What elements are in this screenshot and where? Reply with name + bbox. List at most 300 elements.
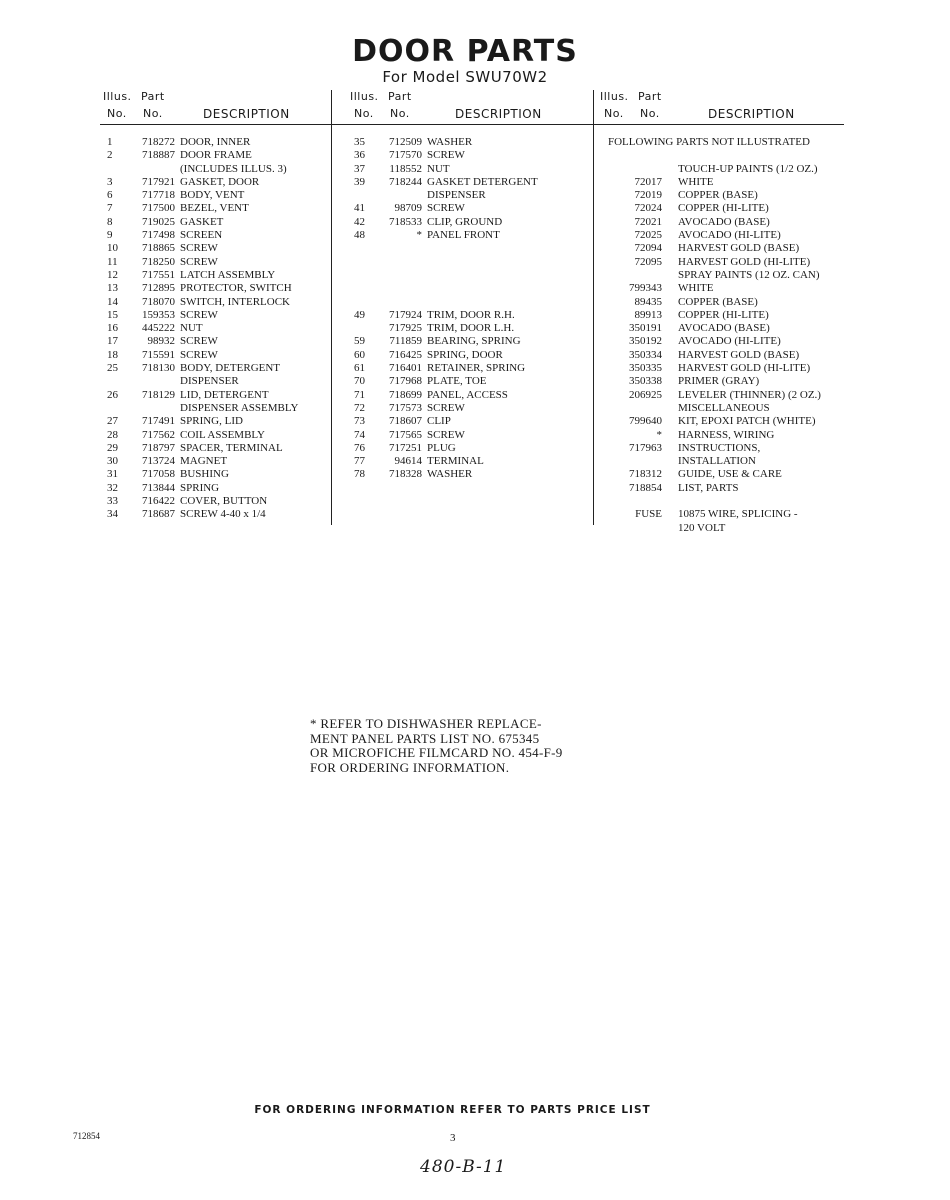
illus-number: 9: [107, 229, 113, 242]
illus-number: 30: [107, 455, 118, 468]
part-description: WHITE: [678, 175, 714, 188]
header-description-label: DESCRIPTION: [708, 107, 795, 121]
parts-list: [350, 136, 582, 482]
part-number: 717573: [389, 401, 422, 414]
parts-row: [350, 242, 582, 255]
part-number: 89913: [634, 308, 662, 321]
parts-row: [600, 455, 845, 468]
part-number: 717968: [389, 375, 422, 388]
column-header: [103, 90, 325, 124]
part-description: SPRING, DOOR: [427, 348, 503, 361]
part-description: LATCH ASSEMBLY: [180, 268, 276, 281]
parts-row: [103, 402, 325, 415]
part-number: 718250: [142, 255, 175, 268]
illus-number: 11: [107, 255, 118, 268]
part-description: PLATE, TOE: [427, 375, 487, 388]
parts-row: [103, 189, 325, 202]
part-number: 98932: [147, 335, 175, 348]
header-part-label: Part: [388, 90, 412, 103]
parts-row: [350, 429, 582, 442]
header-part-no-label: No.: [143, 107, 163, 120]
parts-row: [600, 468, 845, 481]
illus-number: 34: [107, 508, 118, 521]
illus-number: 26: [107, 388, 118, 401]
parts-row: [103, 309, 325, 322]
column-header: [350, 90, 582, 124]
parts-row: [350, 149, 582, 162]
parts-row: [350, 216, 582, 229]
illus-number: 16: [107, 322, 118, 335]
part-description: LID, DETERGENT: [180, 388, 269, 401]
illus-number: 31: [107, 468, 118, 481]
column-divider-1: [331, 90, 332, 525]
part-description: SCREW: [427, 149, 465, 162]
part-number: 718328: [389, 468, 422, 481]
handwritten-annotation: 480-B-11: [420, 1157, 507, 1177]
part-number: 118552: [389, 162, 422, 175]
part-number: 719025: [142, 215, 175, 228]
illus-number: 59: [354, 335, 365, 348]
part-number: 717565: [389, 428, 422, 441]
parts-row: [103, 482, 325, 495]
header-illus-no-label: No.: [604, 107, 624, 120]
part-description: TRIM, DOOR R.H.: [427, 308, 515, 321]
header-illus-label: Illus.: [600, 90, 629, 103]
parts-row: [103, 256, 325, 269]
parts-row: [103, 282, 325, 295]
part-description: SWITCH, INTERLOCK: [180, 295, 290, 308]
part-description: HARVEST GOLD (BASE): [678, 348, 800, 361]
part-description: LEVELER (THINNER) (2 OZ.): [678, 388, 821, 401]
part-description: COPPER (BASE): [678, 295, 758, 308]
part-description: (INCLUDES ILLUS. 3): [180, 162, 287, 175]
part-description: SCREW: [180, 242, 218, 255]
illus-number: 15: [107, 308, 118, 321]
part-description: INSTALLATION: [678, 455, 756, 468]
parts-row: [600, 362, 845, 375]
parts-row: [103, 455, 325, 468]
part-number: 718797: [142, 441, 175, 454]
parts-list: [103, 136, 325, 522]
illus-number: 36: [354, 149, 365, 162]
note-line: OR MICROFICHE FILMCARD NO. 454-F-9: [310, 745, 563, 760]
part-description: SPRING: [180, 481, 220, 494]
parts-row: [600, 163, 845, 176]
part-number: 350335: [629, 362, 662, 375]
part-number: 799640: [629, 415, 662, 428]
part-number: 72095: [634, 255, 662, 268]
illus-number: 37: [354, 162, 365, 175]
part-description: SCREW 4-40 x 1/4: [180, 508, 266, 521]
part-number: 717551: [142, 268, 175, 281]
parts-row: [600, 282, 845, 295]
header-part-no-label: No.: [390, 107, 410, 120]
part-description: HARNESS, WIRING: [678, 428, 775, 441]
parts-row: [600, 389, 845, 402]
parts-row: [103, 508, 325, 521]
part-number: 718887: [142, 149, 175, 162]
parts-row: [600, 256, 845, 269]
illus-number: 18: [107, 348, 118, 361]
part-description: SCREW: [427, 202, 465, 215]
part-description: BEARING, SPRING: [427, 335, 521, 348]
parts-row: [600, 482, 845, 495]
part-number: 716422: [142, 495, 175, 508]
part-description: TRIM, DOOR L.H.: [427, 322, 515, 335]
parts-row: [350, 415, 582, 428]
part-description: TERMINAL: [427, 455, 484, 468]
part-number: 713724: [142, 455, 175, 468]
illus-number: 42: [354, 215, 365, 228]
part-description: SCREW: [180, 348, 218, 361]
header-part-label: Part: [638, 90, 662, 103]
part-description: INSTRUCTIONS,: [678, 441, 761, 454]
part-description: GASKET DETERGENT: [427, 175, 538, 188]
part-number: 717718: [142, 189, 175, 202]
illus-number: 14: [107, 295, 118, 308]
model-subtitle: For Model SWU70W2: [382, 68, 548, 86]
part-description: FOLLOWING PARTS NOT ILLUSTRATED: [608, 136, 810, 148]
part-number: 713844: [142, 481, 175, 494]
parts-row: [103, 163, 325, 176]
part-number: 712895: [142, 282, 175, 295]
parts-row: [103, 242, 325, 255]
part-number: 350334: [629, 348, 662, 361]
part-number: 718129: [142, 388, 175, 401]
part-number: 718272: [142, 136, 175, 148]
note-line: * REFER TO DISHWASHER REPLACE-: [310, 716, 542, 731]
column-divider-2: [593, 90, 594, 525]
illus-number: 77: [354, 455, 365, 468]
part-description: HARVEST GOLD (HI-LITE): [678, 255, 811, 268]
page-title: DOOR PARTS: [352, 34, 578, 69]
illus-number: 27: [107, 415, 118, 428]
part-number: 717925: [389, 322, 422, 335]
parts-row: [103, 442, 325, 455]
part-number: 718699: [389, 388, 422, 401]
illus-number: 74: [354, 428, 365, 441]
parts-row: [600, 495, 845, 508]
part-number: 718607: [389, 415, 422, 428]
part-number: 72021: [634, 215, 662, 228]
illus-number: 73: [354, 415, 365, 428]
parts-row: [600, 136, 845, 149]
illus-number: 49: [354, 308, 365, 321]
parts-row: [600, 335, 845, 348]
part-description: AVOCADO (HI-LITE): [678, 229, 781, 242]
header-description-label: DESCRIPTION: [455, 107, 542, 121]
illus-number: 28: [107, 428, 118, 441]
parts-row: [350, 229, 582, 242]
part-number: 717491: [142, 415, 175, 428]
parts-row: [600, 309, 845, 322]
parts-row: [350, 362, 582, 375]
part-description: SCREW: [180, 335, 218, 348]
replacement-panel-note: [310, 717, 610, 775]
parts-row: [103, 349, 325, 362]
part-number: 715591: [142, 348, 175, 361]
illus-number: 71: [354, 388, 365, 401]
parts-column-3: [600, 90, 845, 535]
part-number: 72025: [634, 229, 662, 242]
part-description: SCREEN: [180, 229, 223, 242]
illus-number: 70: [354, 375, 365, 388]
part-number: 717500: [142, 202, 175, 215]
part-number: 718865: [142, 242, 175, 255]
illus-number: 1: [107, 136, 113, 148]
illus-number: 33: [107, 495, 118, 508]
parts-row: [350, 389, 582, 402]
part-description: COPPER (HI-LITE): [678, 202, 769, 215]
parts-row: [103, 495, 325, 508]
part-description: COPPER (HI-LITE): [678, 308, 769, 321]
part-description: SCREW: [180, 255, 218, 268]
parts-row: [103, 389, 325, 402]
part-description: WHITE: [678, 282, 714, 295]
part-number: 159353: [142, 308, 175, 321]
part-number: 717251: [389, 441, 422, 454]
parts-row: [103, 375, 325, 388]
parts-row: [600, 242, 845, 255]
parts-row: [600, 429, 845, 442]
part-number: 718244: [389, 175, 422, 188]
illus-number: 8: [107, 215, 113, 228]
header-description-label: DESCRIPTION: [203, 107, 290, 121]
parts-row: [600, 296, 845, 309]
part-number: *: [656, 428, 662, 441]
part-description: MAGNET: [180, 455, 228, 468]
parts-row: [350, 296, 582, 309]
part-description: BODY, DETERGENT: [180, 362, 281, 375]
illus-number: 60: [354, 348, 365, 361]
part-description: PANEL FRONT: [427, 229, 500, 242]
part-number: 350192: [629, 335, 662, 348]
parts-row: [600, 189, 845, 202]
part-number: 716425: [389, 348, 422, 361]
parts-row: [103, 322, 325, 335]
parts-row: [350, 176, 582, 189]
header-part-label: Part: [141, 90, 165, 103]
part-description: SCREW: [427, 428, 465, 441]
part-description: AVOCADO (HI-LITE): [678, 335, 781, 348]
part-description: DISPENSER ASSEMBLY: [180, 401, 299, 414]
part-number: *: [416, 229, 422, 242]
note-line: MENT PANEL PARTS LIST NO. 675345: [310, 730, 540, 746]
parts-row: [600, 202, 845, 215]
illus-number: 61: [354, 362, 365, 375]
parts-row: [103, 296, 325, 309]
part-description: DISPENSER: [180, 375, 239, 388]
parts-row: [103, 335, 325, 348]
column-header: [600, 90, 845, 124]
illus-number: 35: [354, 136, 365, 148]
part-description: HARVEST GOLD (BASE): [678, 242, 800, 255]
part-description: RETAINER, SPRING: [427, 362, 526, 375]
part-description: NUT: [180, 322, 203, 335]
parts-row: [350, 282, 582, 295]
part-description: GASKET, DOOR: [180, 175, 260, 188]
part-number: 72094: [634, 242, 662, 255]
part-number: 718070: [142, 295, 175, 308]
part-description: CLIP: [427, 415, 451, 428]
part-number: 799343: [629, 282, 662, 295]
part-number: FUSE: [635, 508, 662, 521]
parts-row: [103, 468, 325, 481]
parts-row: [600, 349, 845, 362]
part-number: 350191: [629, 322, 662, 335]
part-description: SPRING, LID: [180, 415, 243, 428]
parts-row: [350, 309, 582, 322]
illus-number: 32: [107, 481, 118, 494]
parts-row: [600, 269, 845, 282]
document-code: 712854: [73, 1131, 100, 1141]
part-description: SPRAY PAINTS (12 OZ. CAN): [678, 268, 820, 281]
part-description: PLUG: [427, 441, 456, 454]
part-number: 712509: [389, 136, 422, 148]
parts-row: [103, 149, 325, 162]
part-description: BEZEL, VENT: [180, 202, 249, 215]
part-number: 717058: [142, 468, 175, 481]
illus-number: 48: [354, 229, 365, 242]
parts-row: [600, 229, 845, 242]
illus-number: 2: [107, 149, 113, 162]
parts-row: [600, 508, 845, 521]
header-illus-no-label: No.: [354, 107, 374, 120]
part-description: AVOCADO (BASE): [678, 322, 770, 335]
illus-number: 10: [107, 242, 118, 255]
parts-row: [350, 335, 582, 348]
parts-row: [600, 176, 845, 189]
parts-row: [600, 216, 845, 229]
illus-number: 39: [354, 175, 365, 188]
parts-row: [600, 442, 845, 455]
part-number: 350338: [629, 375, 662, 388]
part-description: PROTECTOR, SWITCH: [180, 282, 292, 295]
illus-number: 72: [354, 401, 365, 414]
parts-row: [350, 375, 582, 388]
part-description: GASKET: [180, 215, 224, 228]
part-description: DOOR, INNER: [180, 136, 251, 148]
parts-row: [350, 468, 582, 481]
part-number: 206925: [629, 388, 662, 401]
part-number: 717562: [142, 428, 175, 441]
part-number: 98709: [394, 202, 422, 215]
parts-row: [350, 442, 582, 455]
parts-column-2: [350, 90, 582, 482]
illus-number: 76: [354, 441, 365, 454]
illus-number: 78: [354, 468, 365, 481]
part-description: DOOR FRAME: [180, 149, 252, 162]
part-description: SCREW: [427, 401, 465, 414]
part-description: WASHER: [427, 136, 473, 148]
part-number: 72019: [634, 189, 662, 202]
part-description: AVOCADO (BASE): [678, 215, 770, 228]
part-description: HARVEST GOLD (HI-LITE): [678, 362, 811, 375]
part-number: 717924: [389, 308, 422, 321]
parts-row: [350, 322, 582, 335]
ordering-footer: FOR ORDERING INFORMATION REFER TO PARTS PRICE LIST: [254, 1104, 651, 1116]
parts-row: [103, 136, 325, 149]
part-number: 89435: [634, 295, 662, 308]
parts-row: [103, 216, 325, 229]
part-description: COVER, BUTTON: [180, 495, 268, 508]
parts-row: [350, 256, 582, 269]
parts-row: [600, 522, 845, 535]
header-part-no-label: No.: [640, 107, 660, 120]
part-number: 718130: [142, 362, 175, 375]
part-number: 718312: [629, 468, 662, 481]
part-description: TOUCH-UP PAINTS (1/2 OZ.): [678, 162, 818, 175]
part-description: DISPENSER: [427, 189, 486, 202]
parts-column-1: [103, 90, 325, 522]
illus-number: 13: [107, 282, 118, 295]
part-description: 120 VOLT: [678, 521, 726, 534]
part-number: 717963: [629, 441, 662, 454]
part-number: 717570: [389, 149, 422, 162]
part-description: BODY, VENT: [180, 189, 245, 202]
part-description: GUIDE, USE & CARE: [678, 468, 782, 481]
page-number: 3: [450, 1132, 456, 1144]
part-description: MISCELLANEOUS: [678, 401, 770, 414]
parts-row: [350, 402, 582, 415]
parts-row: [103, 415, 325, 428]
part-description: WASHER: [427, 468, 473, 481]
part-description: KIT, EPOXI PATCH (WHITE): [678, 415, 816, 428]
part-description: 10875 WIRE, SPLICING -: [678, 508, 798, 521]
part-description: LIST, PARTS: [678, 481, 739, 494]
part-number: 94614: [394, 455, 422, 468]
illus-number: 25: [107, 362, 118, 375]
parts-row: [103, 176, 325, 189]
note-line: FOR ORDERING INFORMATION.: [310, 759, 510, 775]
illus-number: 41: [354, 202, 365, 215]
parts-list: [600, 136, 845, 535]
parts-row: [103, 269, 325, 282]
part-description: SPACER, TERMINAL: [180, 441, 283, 454]
parts-row: [350, 269, 582, 282]
part-number: 72024: [634, 202, 662, 215]
part-description: COIL ASSEMBLY: [180, 428, 265, 441]
illus-number: 6: [107, 189, 113, 202]
part-number: 711859: [389, 335, 422, 348]
part-number: 716401: [389, 362, 422, 375]
part-description: PRIMER (GRAY): [678, 375, 760, 388]
illus-number: 17: [107, 335, 118, 348]
parts-row: [350, 349, 582, 362]
parts-row: [103, 429, 325, 442]
parts-row: [350, 136, 582, 149]
parts-row: [350, 163, 582, 176]
header-illus-label: Illus.: [103, 90, 132, 103]
parts-row: [600, 375, 845, 388]
part-number: 718854: [629, 481, 662, 494]
parts-row: [600, 322, 845, 335]
part-number: 718687: [142, 508, 175, 521]
parts-row: [600, 415, 845, 428]
illus-number: 3: [107, 175, 113, 188]
parts-row: [350, 202, 582, 215]
part-description: PANEL, ACCESS: [427, 388, 508, 401]
part-description: SCREW: [180, 308, 218, 321]
illus-number: 12: [107, 268, 118, 281]
parts-row: [103, 362, 325, 375]
parts-row: [350, 189, 582, 202]
parts-row: [600, 149, 845, 162]
part-description: CLIP, GROUND: [427, 215, 503, 228]
part-description: COPPER (BASE): [678, 189, 758, 202]
parts-row: [350, 455, 582, 468]
header-illus-no-label: No.: [107, 107, 127, 120]
